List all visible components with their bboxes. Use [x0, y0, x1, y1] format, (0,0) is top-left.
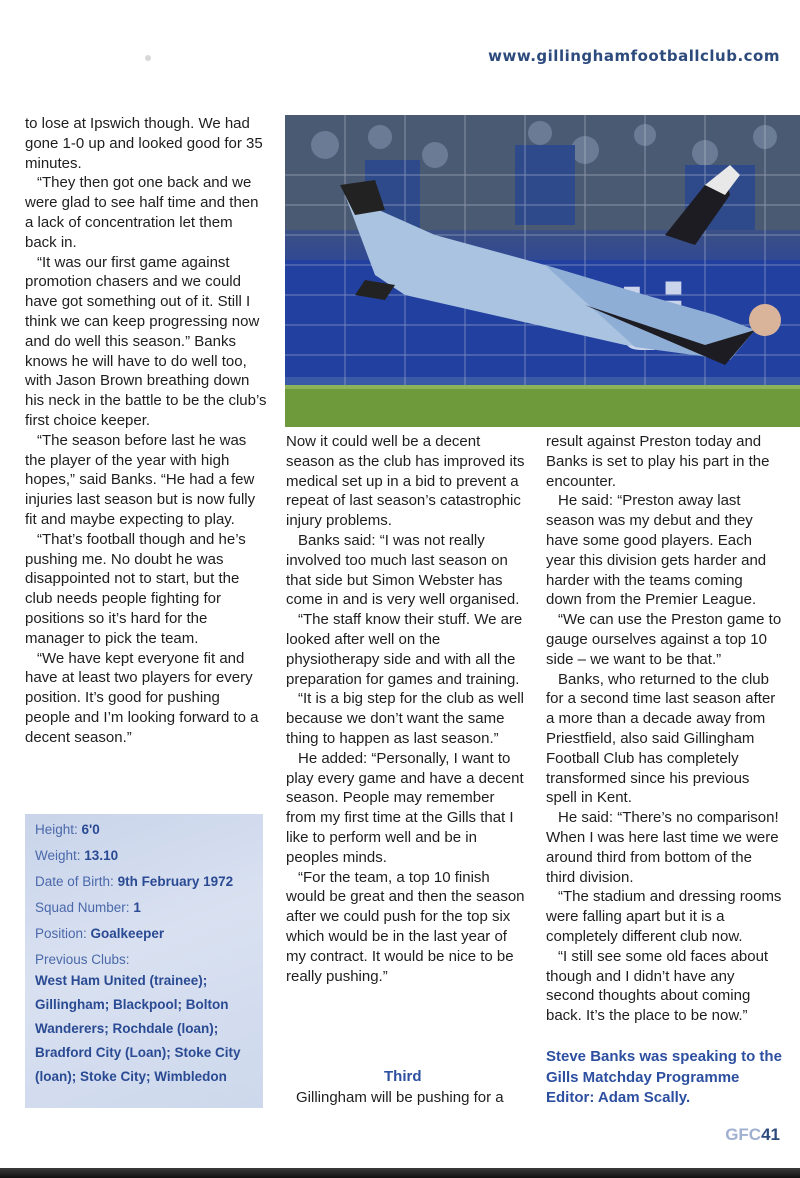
- article-column-3: [546, 432, 782, 1026]
- section-subheading: Third: [384, 1068, 422, 1085]
- paragraph: “It is a big step for the club as well because we don’t want the same thing to happen as last season.”: [286, 690, 524, 747]
- paragraph: “For the team, a top 10 finish would be great and then the season after we could push for the top six which would be in the last year of my contract. It would be nice to be really pushing.”: [286, 868, 525, 985]
- paragraph: Now it could well be a decent season as the club has improved its medical set up in a bid to prevent a repeat of last season’s catastrophic injury problems.: [286, 433, 525, 530]
- paragraph: He said: “There’s no comparison! When I was here last time we were around third from bottom of the third division.: [546, 809, 779, 886]
- paragraph: Banks, who returned to the club for a second time last season after a more than a decade away from Priestfield, also said Gillingham Football Club has completely transformed since his previous spell in Kent.: [546, 670, 776, 807]
- paragraph: “They then got one back and we were glad to see half time and then a lack of concentration let them back in.: [25, 174, 259, 251]
- paragraph: “We have kept everyone fit and have at least two players for every position. It’s good for pushing people and I’m looking forward to a decent season.”: [25, 649, 259, 746]
- paragraph: “We can use the Preston game to gauge ourselves against a top 10 side – we want to be that.”: [546, 611, 782, 668]
- stat-previous-clubs-label: Previous Clubs:: [35, 952, 130, 967]
- player-stats-box: [25, 814, 263, 1108]
- paragraph: “The stadium and dressing rooms were falling apart but it is a completely different club now.: [546, 888, 782, 945]
- paragraph: to lose at Ipswich though. We had gone 1-0 up and looked good for 35 minutes.: [25, 115, 263, 172]
- page-bottom-edge: [0, 1168, 800, 1178]
- paragraph: “The season before last he was the player of the year with high hopes,” said Banks. “He had a few injuries last season but is now fully fit and maybe expecting to play.: [25, 431, 256, 528]
- stat-previous-clubs: West Ham United (trainee); Gillingham; Blackpool; Bolton Wanderers; Rochdale (loan); Bradford City (Loan); Stoke City (loan); Stoke City; Wimbledon: [35, 973, 241, 1084]
- print-speck: [145, 55, 151, 61]
- stat-weight: Weight: 13.10: [35, 848, 119, 863]
- site-url: www.gillinghamfootballclub.com: [488, 47, 780, 65]
- stat-date-of-birth: Date of Birth: 9th February 1972: [35, 874, 234, 889]
- paragraph: “That’s football though and he’s pushing me. No doubt he was disappointed not to start, but the club needs people fighting for positions so it’s hard for the manager to pick the team.: [25, 530, 246, 647]
- paragraph-tail: Gillingham will be pushing for a: [296, 1089, 504, 1106]
- paragraph: He said: “Preston away last season was my debut and they have some good players. Each year this division gets harder and harder with the teams coming down from the Premier League.: [546, 492, 767, 609]
- paragraph: result against Preston today and Banks is set to play his part in the encounter.: [546, 433, 770, 490]
- paragraph: “The staff know their stuff. We are looked after well on the physiotherapy side and with all the preparation for games and training.: [286, 611, 523, 688]
- goalkeeper-diving-photo: [285, 115, 800, 427]
- stat-squad-number: Squad Number: 1: [35, 900, 141, 915]
- paragraph: “It was our first game against promotion chasers and we could have got something out of it. Still I think we can keep progressing now and do well this season.” Banks knows he will have to do well too, with Jason Brown breathing down his neck in the battle to be the club’s first choice keeper.: [25, 253, 267, 429]
- stat-height: Height: 6'0: [35, 822, 100, 837]
- paragraph: He added: “Personally, I want to play every game and have a decent season. People may remember from my first time at the Gills that I like to perform well and be in peoples minds.: [286, 749, 524, 866]
- stat-position: Position: Goalkeeper: [35, 926, 165, 941]
- article-column-2: [286, 432, 526, 986]
- article-credit: Steve Banks was speaking to the Gills Matchday Programme Editor: Adam Scally.: [546, 1048, 782, 1106]
- paragraph: “I still see some old faces about though and I didn’t have any second thoughts about coming back. It’s the place to be now.”: [546, 947, 769, 1025]
- page-number: GFC41: [725, 1125, 780, 1144]
- paragraph: Banks said: “I was not really involved too much last season on that side but Simon Webster has come in and is very well organised.: [286, 531, 520, 609]
- article-column-1: [25, 114, 267, 748]
